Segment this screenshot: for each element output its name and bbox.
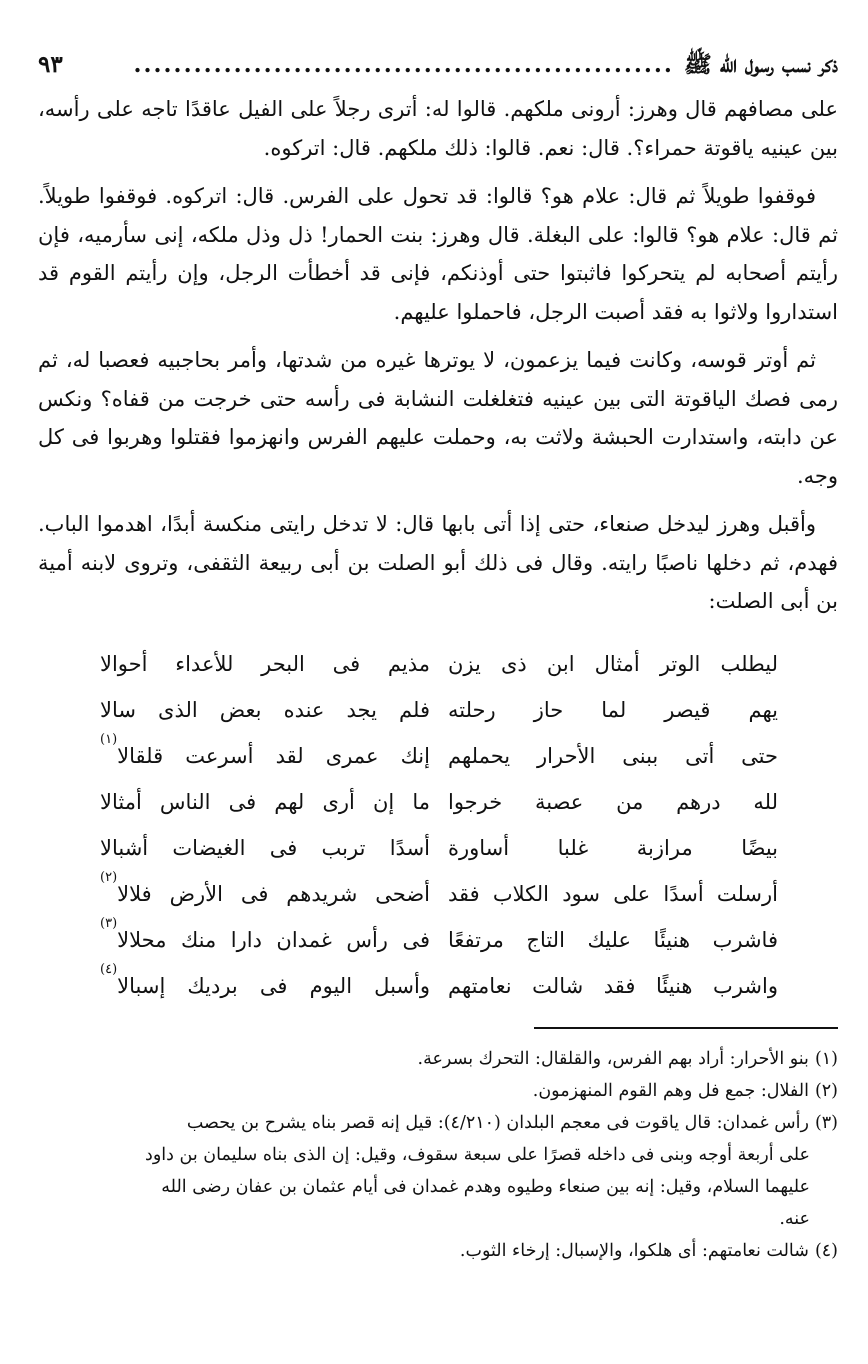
verse-first-hemistich: أرسلت أسدًا على سود الكلاب فقد [448, 881, 778, 906]
verse-first-hemistich: ليطلب الوتر أمثال ابن ذى يزن [448, 651, 778, 676]
footnote-number: (٣) [814, 1112, 838, 1133]
footnote [38, 1043, 838, 1075]
verse-second-hemistich: فى رأس غمدان دارا منك محلالا$^{(٣)}$ [100, 915, 430, 952]
verse-second-hemistich: ما إن أرى لهم فى الناس أمثالا [100, 789, 430, 814]
footnote [38, 1235, 838, 1267]
footnote-ref[interactable]: (٢) [100, 869, 118, 885]
paragraph [38, 341, 838, 495]
verse-second-hemistich: أضحى شريدهم فى الأرض فلالا$^{(٢)}$ [100, 869, 430, 906]
footnote-ref[interactable]: (١) [100, 731, 118, 747]
paragraph-text: وأقبل وهرز ليدخل صنعاء، حتى إذا أتى بابها قال: لا تدخل رايتى منكسة أبدًا، اهدموا الباب. فهدم، ثم دخلها ناصبًا رايته. وقال فى ذلك أبو الصلت بن أبى ربيعة الثقفى، وتروى لابنه أمية بن أبى الصلت: [38, 512, 838, 613]
paragraph: على مصافهم قال وهرز: أرونى ملكهم. قالوا له: أترى رجلاً على الفيل عاقدًا تاجه على رأسه، بين عينيه ياقوتة حمراء؟. قال: نعم. قالوا: ذلك ملكهم. قال: اتركوه. [38, 97, 838, 160]
paragraph-text: فوقفوا طويلاً ثم قال: علام هو؟ قالوا: قد تحول على الفرس. قال: اتركوه. فوقفوا طويلاً. ثم قال: علام هو؟ قالوا: على البغلة. قال وهرز: بنت الحمار! ذل وذل ملكه، إنى سأرميه، فإن رأيتم أصحابه لم يتحركوا فاثبتوا حتى أوذنكم، فإنى قد أخطأت الرجل، وإن رأيتم القوم قد استداروا ولاثوا به فقد أصبت الرجل، فاحملوا عليهم. [38, 184, 838, 324]
poem-verse [38, 871, 838, 917]
footnote-divider [534, 1027, 838, 1029]
poem-verse [38, 779, 838, 825]
running-header [38, 50, 838, 90]
paragraph [38, 505, 838, 621]
footnotes [38, 1043, 838, 1267]
body-text [38, 90, 838, 621]
paragraph [38, 177, 838, 331]
footnote-number: (٤) [814, 1240, 838, 1261]
poem [38, 641, 838, 1009]
footnote-number: (١) [814, 1048, 838, 1069]
verse-first-hemistich: واشرب هنيئًا فقد شالت نعامتهم [448, 973, 778, 998]
verse-first-hemistich: فاشرب هنيئًا عليك التاج مرتفعًا [448, 927, 778, 952]
poem-verse [38, 641, 838, 687]
poem-verse [38, 687, 838, 733]
verse-second-hemistich: مذيم فى البحر للأعداء أحوالا [100, 651, 430, 676]
footnote-text: بنو الأحرار: أراد بهم الفرس، والقلقال: التحرك بسرعة. [417, 1048, 809, 1069]
verse-second-hemistich: فلم يجد عنده بعض الذى سالا [100, 697, 430, 722]
verse-first-hemistich: بيضًا مرازبة غلبا أساورة [448, 835, 778, 860]
page-number: ٩٣ [38, 51, 63, 78]
verse-second-hemistich: أسدًا تربب فى الغيضات أشبالا [100, 835, 430, 860]
footnote-number: (٢) [814, 1080, 838, 1101]
verse-first-hemistich: يهم قيصر لما حاز رحلته [448, 697, 778, 722]
footnote [38, 1075, 838, 1107]
footnote-text: رأس غمدان: قال ياقوت فى معجم البلدان (٤/٢١٠): قيل إنه قصر بناه يشرح بن يحصب [186, 1112, 809, 1133]
footnote-text: الفلال: جمع فل وهم القوم المنهزمون. [532, 1080, 809, 1101]
paragraph-text: ثم أوتر قوسه، وكانت فيما يزعمون، لا يوترها غيره من شدتها، وأمر بحاجبيه فعصبا له، ثم رمى فصك الياقوتة التى بين عينيه فتغلغلت النشابة فى رأسه حتى خرجت من قفاه؟ ونكس عن دابته، واستدارت الحبشة ولاثت به، وحملت عليهم الفرس وانهزموا فقتلوا وهربوا فى كل وجه. [38, 348, 838, 488]
verse-second-hemistich: إنك عمرى لقد أسرعت قلقالا$^{(١)}$ [100, 731, 430, 768]
footnote-text: شالت نعامتهم: أى هلكوا، والإسبال: إرخاء الثوب. [459, 1240, 809, 1261]
poem-verse [38, 733, 838, 779]
footnote-continuation: عنه. [779, 1208, 810, 1229]
footnote [38, 1107, 838, 1139]
verse-second-hemistich: وأسبل اليوم فى برديك إسبالا$^{(٤)}$ [100, 961, 430, 998]
footnote-ref[interactable]: (٣) [100, 915, 118, 931]
footnote-continuation: عليهما السلام، وقيل: إنه بين صنعاء وطيوه وهدم غمدان فى أيام عثمان بن عفان رضى الله [161, 1176, 810, 1197]
footnote-continuation: على أربعة أوجه وبنى فى داخله قصرًا على سبعة سقوف، وقيل: إن الذى بناه سليمان بن داود [145, 1144, 810, 1165]
header-title: ذكر نسب رسول الله ﷺ [683, 51, 838, 78]
poem-verse [38, 917, 838, 963]
footnote-ref[interactable]: (٤) [100, 961, 118, 977]
poem-verse [38, 825, 838, 871]
verse-first-hemistich: لله درهم من عصبة خرجوا [448, 789, 778, 814]
poem-verse [38, 963, 838, 1009]
verse-first-hemistich: حتى أتى ببنى الأحرار يحملهم [448, 743, 778, 768]
header-leader-dots: ...................................................... [133, 51, 674, 78]
